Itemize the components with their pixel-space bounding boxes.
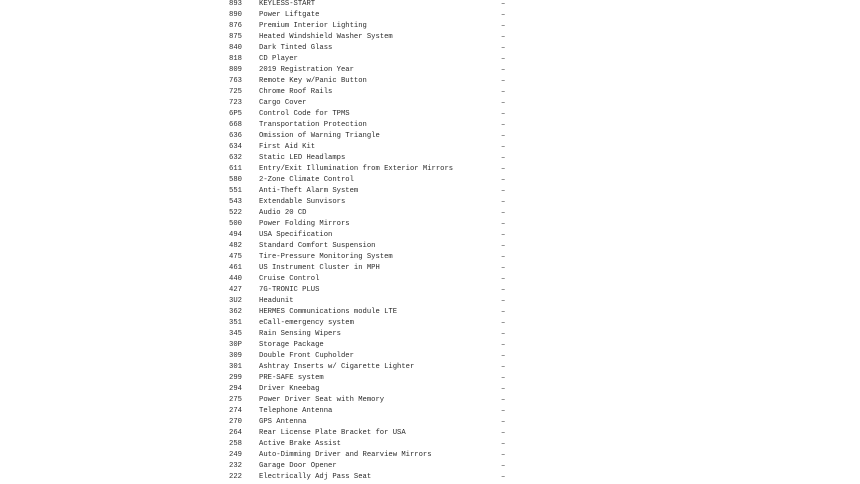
option-code: 723	[229, 99, 242, 107]
option-description: Storage Package	[259, 341, 324, 349]
option-code: 275	[229, 396, 242, 404]
option-row	[0, 472, 860, 483]
option-code: 634	[229, 143, 242, 151]
option-value: –	[501, 209, 506, 217]
option-value: –	[501, 165, 506, 173]
option-value: –	[501, 11, 506, 19]
option-code: 522	[229, 209, 242, 217]
option-description: Electrically Adj Pass Seat	[259, 473, 372, 481]
option-value: –	[501, 286, 506, 294]
option-row	[0, 230, 860, 241]
option-row	[0, 439, 860, 450]
option-description: KEYLESS-START	[259, 0, 316, 8]
option-description: Audio 20 CD	[259, 209, 307, 217]
option-description: HERMES Communications module LTE	[259, 308, 398, 316]
option-code: 632	[229, 154, 242, 162]
option-description: Tire-Pressure Monitoring System	[259, 253, 393, 261]
option-description: GPS Antenna	[259, 418, 307, 426]
option-row	[0, 296, 860, 307]
option-row	[0, 340, 860, 351]
option-code: 668	[229, 121, 242, 129]
option-row	[0, 395, 860, 406]
option-description: 2019 Registration Year	[259, 66, 354, 74]
option-code: 264	[229, 429, 242, 437]
option-row	[0, 76, 860, 87]
option-description: US Instrument Cluster in MPH	[259, 264, 380, 272]
option-row	[0, 362, 860, 373]
option-value: –	[501, 110, 506, 118]
option-value: –	[501, 0, 506, 8]
option-row	[0, 142, 860, 153]
option-row	[0, 109, 860, 120]
option-code: 294	[229, 385, 242, 393]
option-value: –	[501, 77, 506, 85]
option-description: Power Liftgate	[259, 11, 320, 19]
option-description: Power Driver Seat with Memory	[259, 396, 385, 404]
option-code: 301	[229, 363, 242, 371]
option-row	[0, 21, 860, 32]
option-row	[0, 461, 860, 472]
option-value: –	[501, 275, 506, 283]
option-code: 818	[229, 55, 242, 63]
option-row	[0, 87, 860, 98]
option-value: –	[501, 418, 506, 426]
option-value: –	[501, 176, 506, 184]
option-description: PRE-SAFE system	[259, 374, 324, 382]
option-row	[0, 10, 860, 21]
option-code: 890	[229, 11, 242, 19]
option-value: –	[501, 385, 506, 393]
option-description: Static LED Headlamps	[259, 154, 346, 162]
option-value: –	[501, 22, 506, 30]
option-code: 840	[229, 44, 242, 52]
option-row	[0, 0, 860, 10]
option-value: –	[501, 429, 506, 437]
option-value: –	[501, 440, 506, 448]
option-description: Rain Sensing Wipers	[259, 330, 341, 338]
option-value: –	[501, 231, 506, 239]
option-code: 440	[229, 275, 242, 283]
option-description: First Aid Kit	[259, 143, 316, 151]
option-code: 362	[229, 308, 242, 316]
option-code: 543	[229, 198, 242, 206]
option-code: 494	[229, 231, 242, 239]
option-description: Cargo Cover	[259, 99, 307, 107]
option-value: –	[501, 330, 506, 338]
option-code: 270	[229, 418, 242, 426]
option-description: Premium Interior Lighting	[259, 22, 367, 30]
option-row	[0, 351, 860, 362]
option-description: Dark Tinted Glass	[259, 44, 333, 52]
option-description: Ashtray Inserts w/ Cigarette Lighter	[259, 363, 415, 371]
option-code: 3U2	[229, 297, 242, 305]
option-description: Power Folding Mirrors	[259, 220, 350, 228]
option-code: 475	[229, 253, 242, 261]
option-description: Rear License Plate Bracket for USA	[259, 429, 406, 437]
option-row	[0, 43, 860, 54]
option-row	[0, 307, 860, 318]
option-description: Garage Door Opener	[259, 462, 337, 470]
option-description: Active Brake Assist	[259, 440, 341, 448]
option-description: Telephone Antenna	[259, 407, 333, 415]
option-description: Extendable Sunvisors	[259, 198, 346, 206]
option-description: Chrome Roof Rails	[259, 88, 333, 96]
option-code: 636	[229, 132, 242, 140]
option-row	[0, 120, 860, 131]
option-description: Standard Comfort Suspension	[259, 242, 376, 250]
option-value: –	[501, 66, 506, 74]
option-row	[0, 65, 860, 76]
option-value: –	[501, 363, 506, 371]
option-value: –	[501, 253, 506, 261]
option-row	[0, 285, 860, 296]
option-value: –	[501, 33, 506, 41]
option-row	[0, 164, 860, 175]
option-code: 232	[229, 462, 242, 470]
option-row	[0, 197, 860, 208]
option-description: Entry/Exit Illumination from Exterior Mirrors	[259, 165, 454, 173]
option-value: –	[501, 319, 506, 327]
option-value: –	[501, 451, 506, 459]
option-value: –	[501, 396, 506, 404]
option-code: 345	[229, 330, 242, 338]
option-value: –	[501, 143, 506, 151]
option-code: 551	[229, 187, 242, 195]
option-row	[0, 263, 860, 274]
option-code: 611	[229, 165, 242, 173]
option-code: 875	[229, 33, 242, 41]
option-code: 274	[229, 407, 242, 415]
option-code: 249	[229, 451, 242, 459]
option-description: eCall-emergency system	[259, 319, 354, 327]
option-code: 30P	[229, 341, 242, 349]
option-row	[0, 175, 860, 186]
option-row	[0, 98, 860, 109]
option-description: Auto-Dimming Driver and Rearview Mirrors	[259, 451, 432, 459]
option-description: Heated Windshield Washer System	[259, 33, 393, 41]
option-description: Transportation Protection	[259, 121, 367, 129]
option-code: 258	[229, 440, 242, 448]
option-value: –	[501, 242, 506, 250]
option-row	[0, 153, 860, 164]
option-description: Remote Key w/Panic Button	[259, 77, 367, 85]
option-code: 427	[229, 286, 242, 294]
option-row	[0, 208, 860, 219]
option-row	[0, 131, 860, 142]
option-value: –	[501, 44, 506, 52]
option-value: –	[501, 99, 506, 107]
option-value: –	[501, 121, 506, 129]
option-value: –	[501, 407, 506, 415]
option-row	[0, 406, 860, 417]
option-description: USA Specification	[259, 231, 333, 239]
option-code: 351	[229, 319, 242, 327]
option-value: –	[501, 352, 506, 360]
option-description: 7G-TRONIC PLUS	[259, 286, 320, 294]
option-code: 500	[229, 220, 242, 228]
option-row	[0, 219, 860, 230]
option-row	[0, 186, 860, 197]
option-code: 580	[229, 176, 242, 184]
option-code: 299	[229, 374, 242, 382]
option-code: 809	[229, 66, 242, 74]
option-value: –	[501, 132, 506, 140]
option-code: 763	[229, 77, 242, 85]
option-value: –	[501, 154, 506, 162]
option-value: –	[501, 462, 506, 470]
option-row	[0, 450, 860, 461]
option-row	[0, 329, 860, 340]
option-row	[0, 373, 860, 384]
option-row	[0, 274, 860, 285]
option-code: 222	[229, 473, 242, 481]
option-code: 876	[229, 22, 242, 30]
option-description: Double Front Cupholder	[259, 352, 354, 360]
option-description: Headunit	[259, 297, 294, 305]
option-description: Omission of Warning Triangle	[259, 132, 380, 140]
option-row	[0, 54, 860, 65]
option-value: –	[501, 88, 506, 96]
option-code: 309	[229, 352, 242, 360]
option-value: –	[501, 264, 506, 272]
option-row	[0, 417, 860, 428]
option-value: –	[501, 187, 506, 195]
option-code: 725	[229, 88, 242, 96]
option-value: –	[501, 198, 506, 206]
option-code: 461	[229, 264, 242, 272]
option-description: 2-Zone Climate Control	[259, 176, 354, 184]
option-row	[0, 384, 860, 395]
option-value: –	[501, 341, 506, 349]
option-row	[0, 252, 860, 263]
option-description: Driver Kneebag	[259, 385, 320, 393]
option-value: –	[501, 473, 506, 481]
option-value: –	[501, 55, 506, 63]
option-description: Cruise Control	[259, 275, 320, 283]
option-value: –	[501, 220, 506, 228]
option-row	[0, 428, 860, 439]
option-code: 6P5	[229, 110, 242, 118]
option-value: –	[501, 374, 506, 382]
option-code: 893	[229, 0, 242, 8]
option-row	[0, 318, 860, 329]
option-value: –	[501, 308, 506, 316]
option-value: –	[501, 297, 506, 305]
option-row	[0, 241, 860, 252]
option-description: CD Player	[259, 55, 298, 63]
option-row	[0, 32, 860, 43]
option-description: Control Code for TPMS	[259, 110, 350, 118]
option-code: 482	[229, 242, 242, 250]
option-description: Anti-Theft Alarm System	[259, 187, 359, 195]
